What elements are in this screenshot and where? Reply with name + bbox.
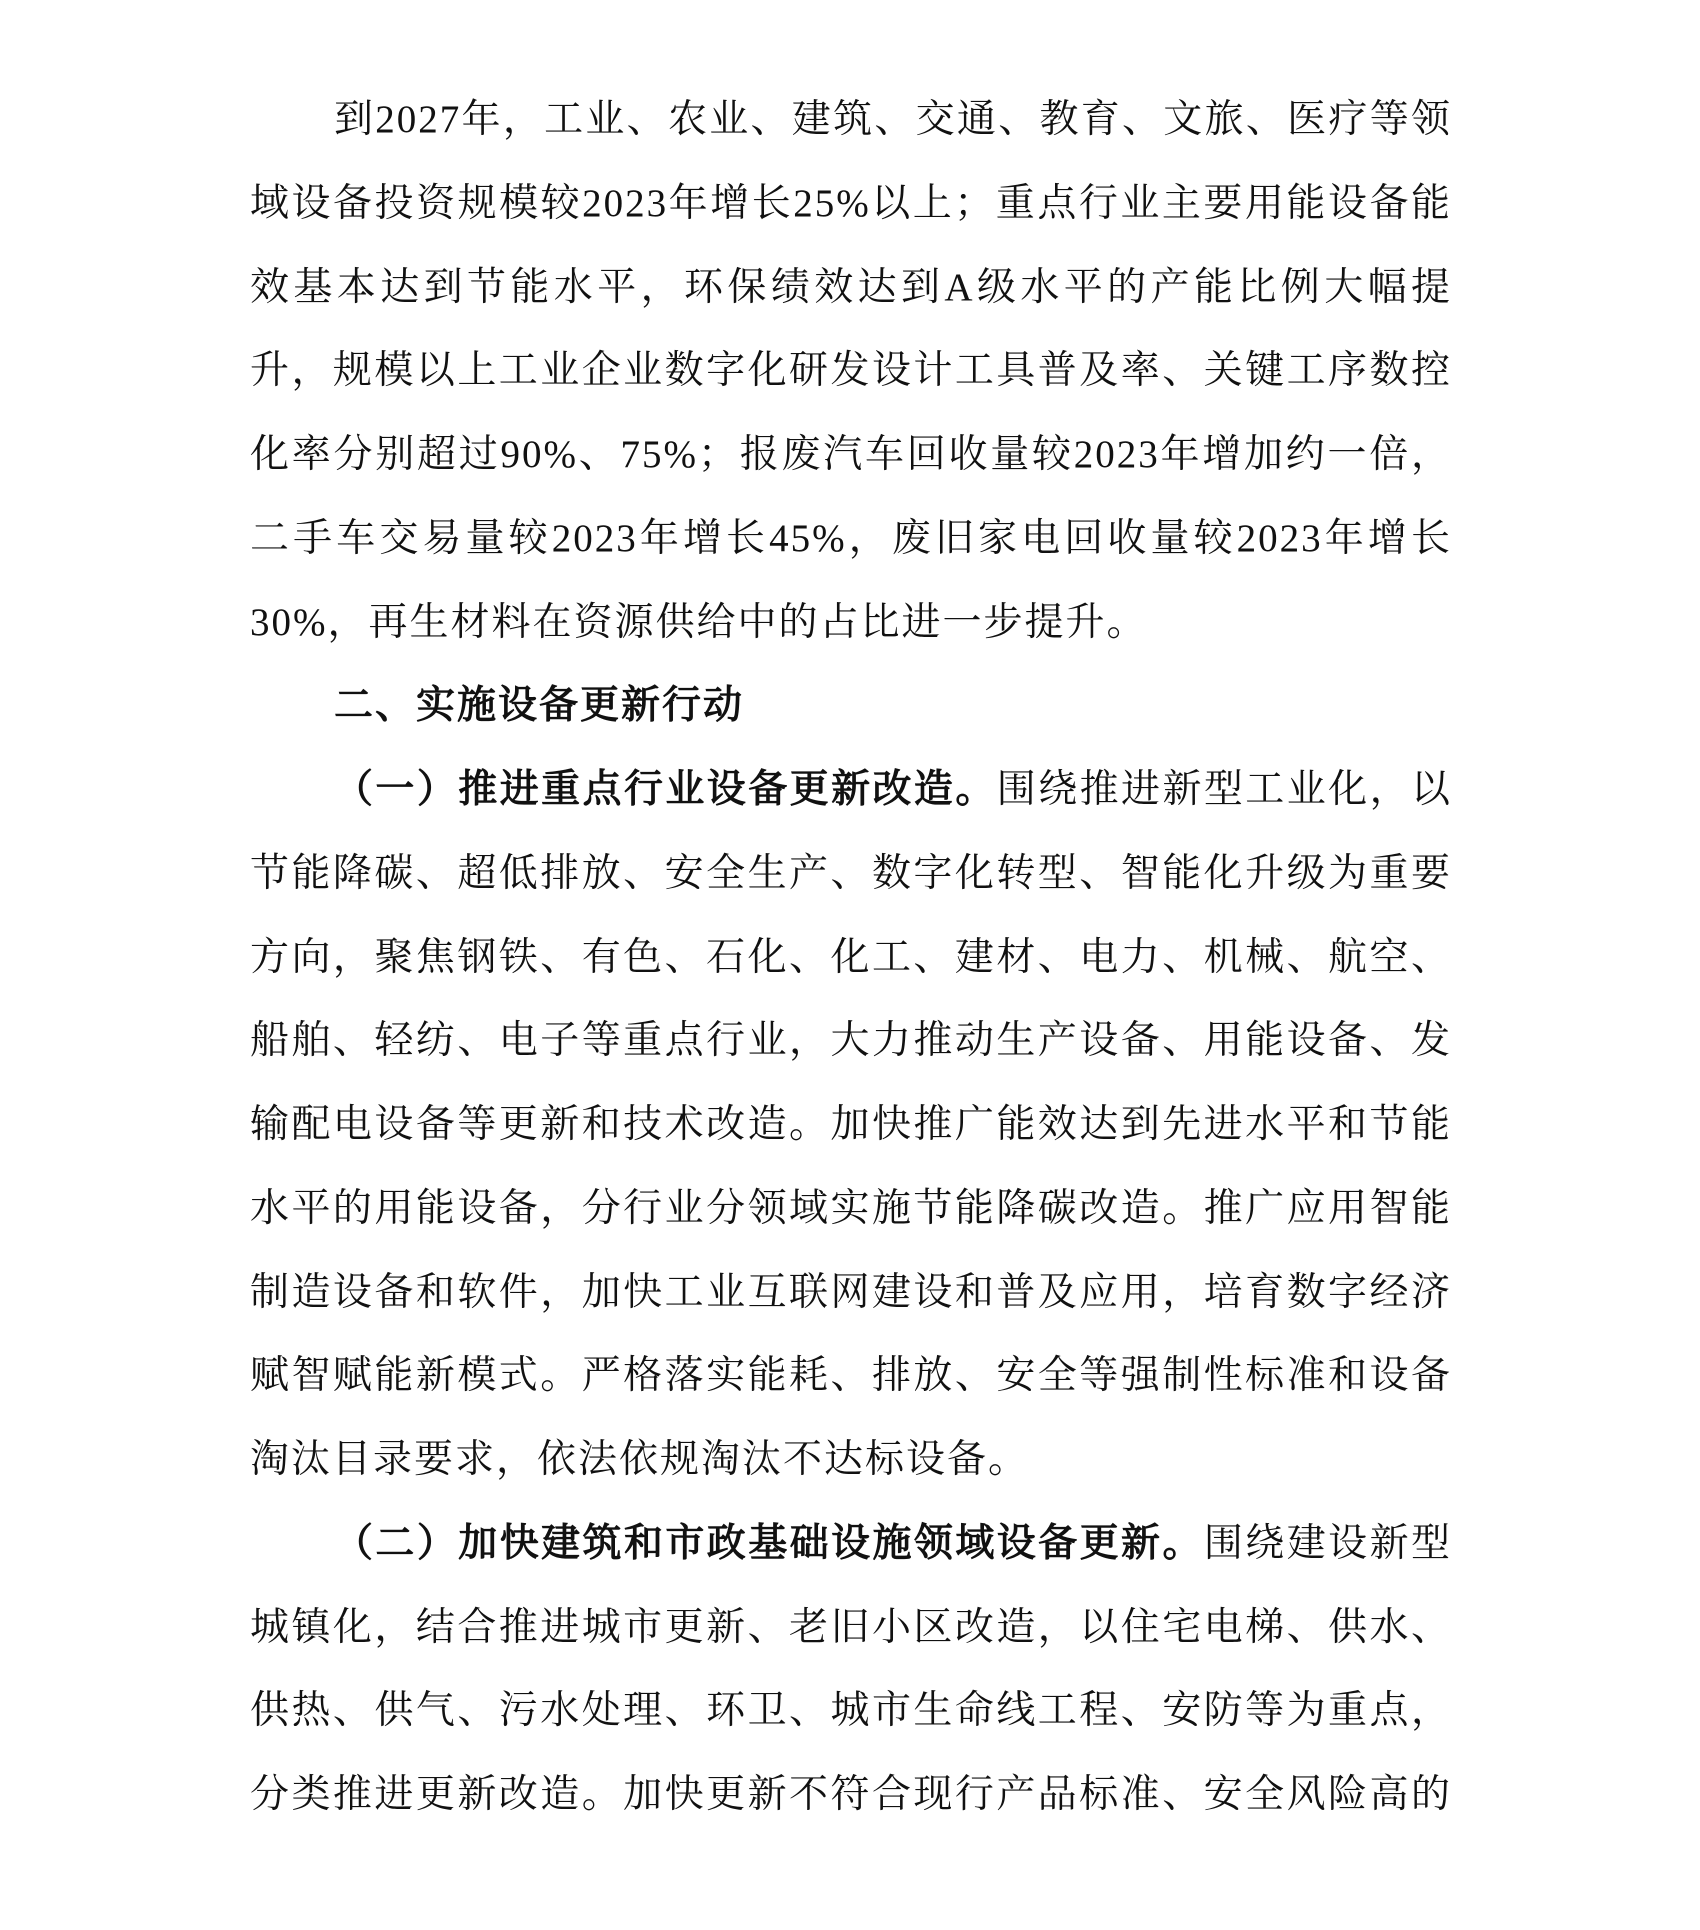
para2-line3: 方向，聚焦钢铁、有色、石化、化工、建材、电力、机械、航空、	[250, 935, 1452, 979]
para3-line3: 供热、供气、污水处理、环卫、城市生命线工程、安防等为重点，	[250, 1689, 1452, 1733]
para1-line4: 升，规模以上工业企业数字化研发设计工具普及率、关键工序数控	[250, 349, 1452, 393]
para2-lead-kai: （一）推进重点行业设备更新改造。	[334, 768, 997, 811]
para2-line1-rest: 围绕推进新型工业化，以	[996, 768, 1452, 811]
para3-lead-kai: （二）加快建筑和市政基础设施领域设备更新。	[334, 1521, 1204, 1565]
para2-line7: 制造设备和软件，加快工业互联网建设和普及应用，培育数字经济	[250, 1270, 1452, 1314]
para3-line2: 城镇化，结合推进城市更新、老旧小区改造，以住宅电梯、供水、	[250, 1605, 1452, 1649]
para1-line3: 效基本达到节能水平，环保绩效达到A级水平的产能比例大幅提	[250, 265, 1452, 309]
document-text-block	[250, 78, 1452, 1837]
para3-line1	[250, 1502, 1452, 1586]
para1-line6: 二手车交易量较2023年增长45%，废旧家电回收量较2023年增长	[250, 516, 1452, 560]
para2-line8: 赋智赋能新模式。严格落实能耗、排放、安全等强制性标准和设备	[250, 1354, 1452, 1398]
para2-line9: 淘汰目录要求，依法依规淘汰不达标设备。	[250, 1438, 1030, 1481]
para1-line2: 域设备投资规模较2023年增长25%以上；重点行业主要用能设备能	[250, 181, 1452, 225]
para1-line1: 到2027年，工业、农业、建筑、交通、教育、文旅、医疗等领	[334, 98, 1452, 141]
para3-line4: 分类推进更新改造。加快更新不符合现行产品标准、安全风险高的	[250, 1773, 1452, 1816]
section-heading: 二、实施设备更新行动	[334, 684, 745, 728]
para2-line4: 船舶、轻纺、电子等重点行业，大力推动生产设备、用能设备、发	[250, 1019, 1452, 1063]
para1-line7: 30%，再生材料在资源供给中的占比进一步提升。	[250, 600, 1148, 644]
para2-line1	[250, 748, 1452, 832]
para2-line5: 输配电设备等更新和技术改造。加快推广能效达到先进水平和节能	[250, 1103, 1452, 1146]
para2-line2: 节能降碳、超低排放、安全生产、数字化转型、智能化升级为重要	[250, 851, 1452, 895]
para1-line5: 化率分别超过90%、75%；报废汽车回收量较2023年增加约一倍，	[250, 433, 1452, 476]
para2-line6: 水平的用能设备，分行业分领域实施节能降碳改造。推广应用智能	[250, 1186, 1452, 1230]
para3-line1-rest: 围绕建设新型	[1203, 1521, 1452, 1565]
